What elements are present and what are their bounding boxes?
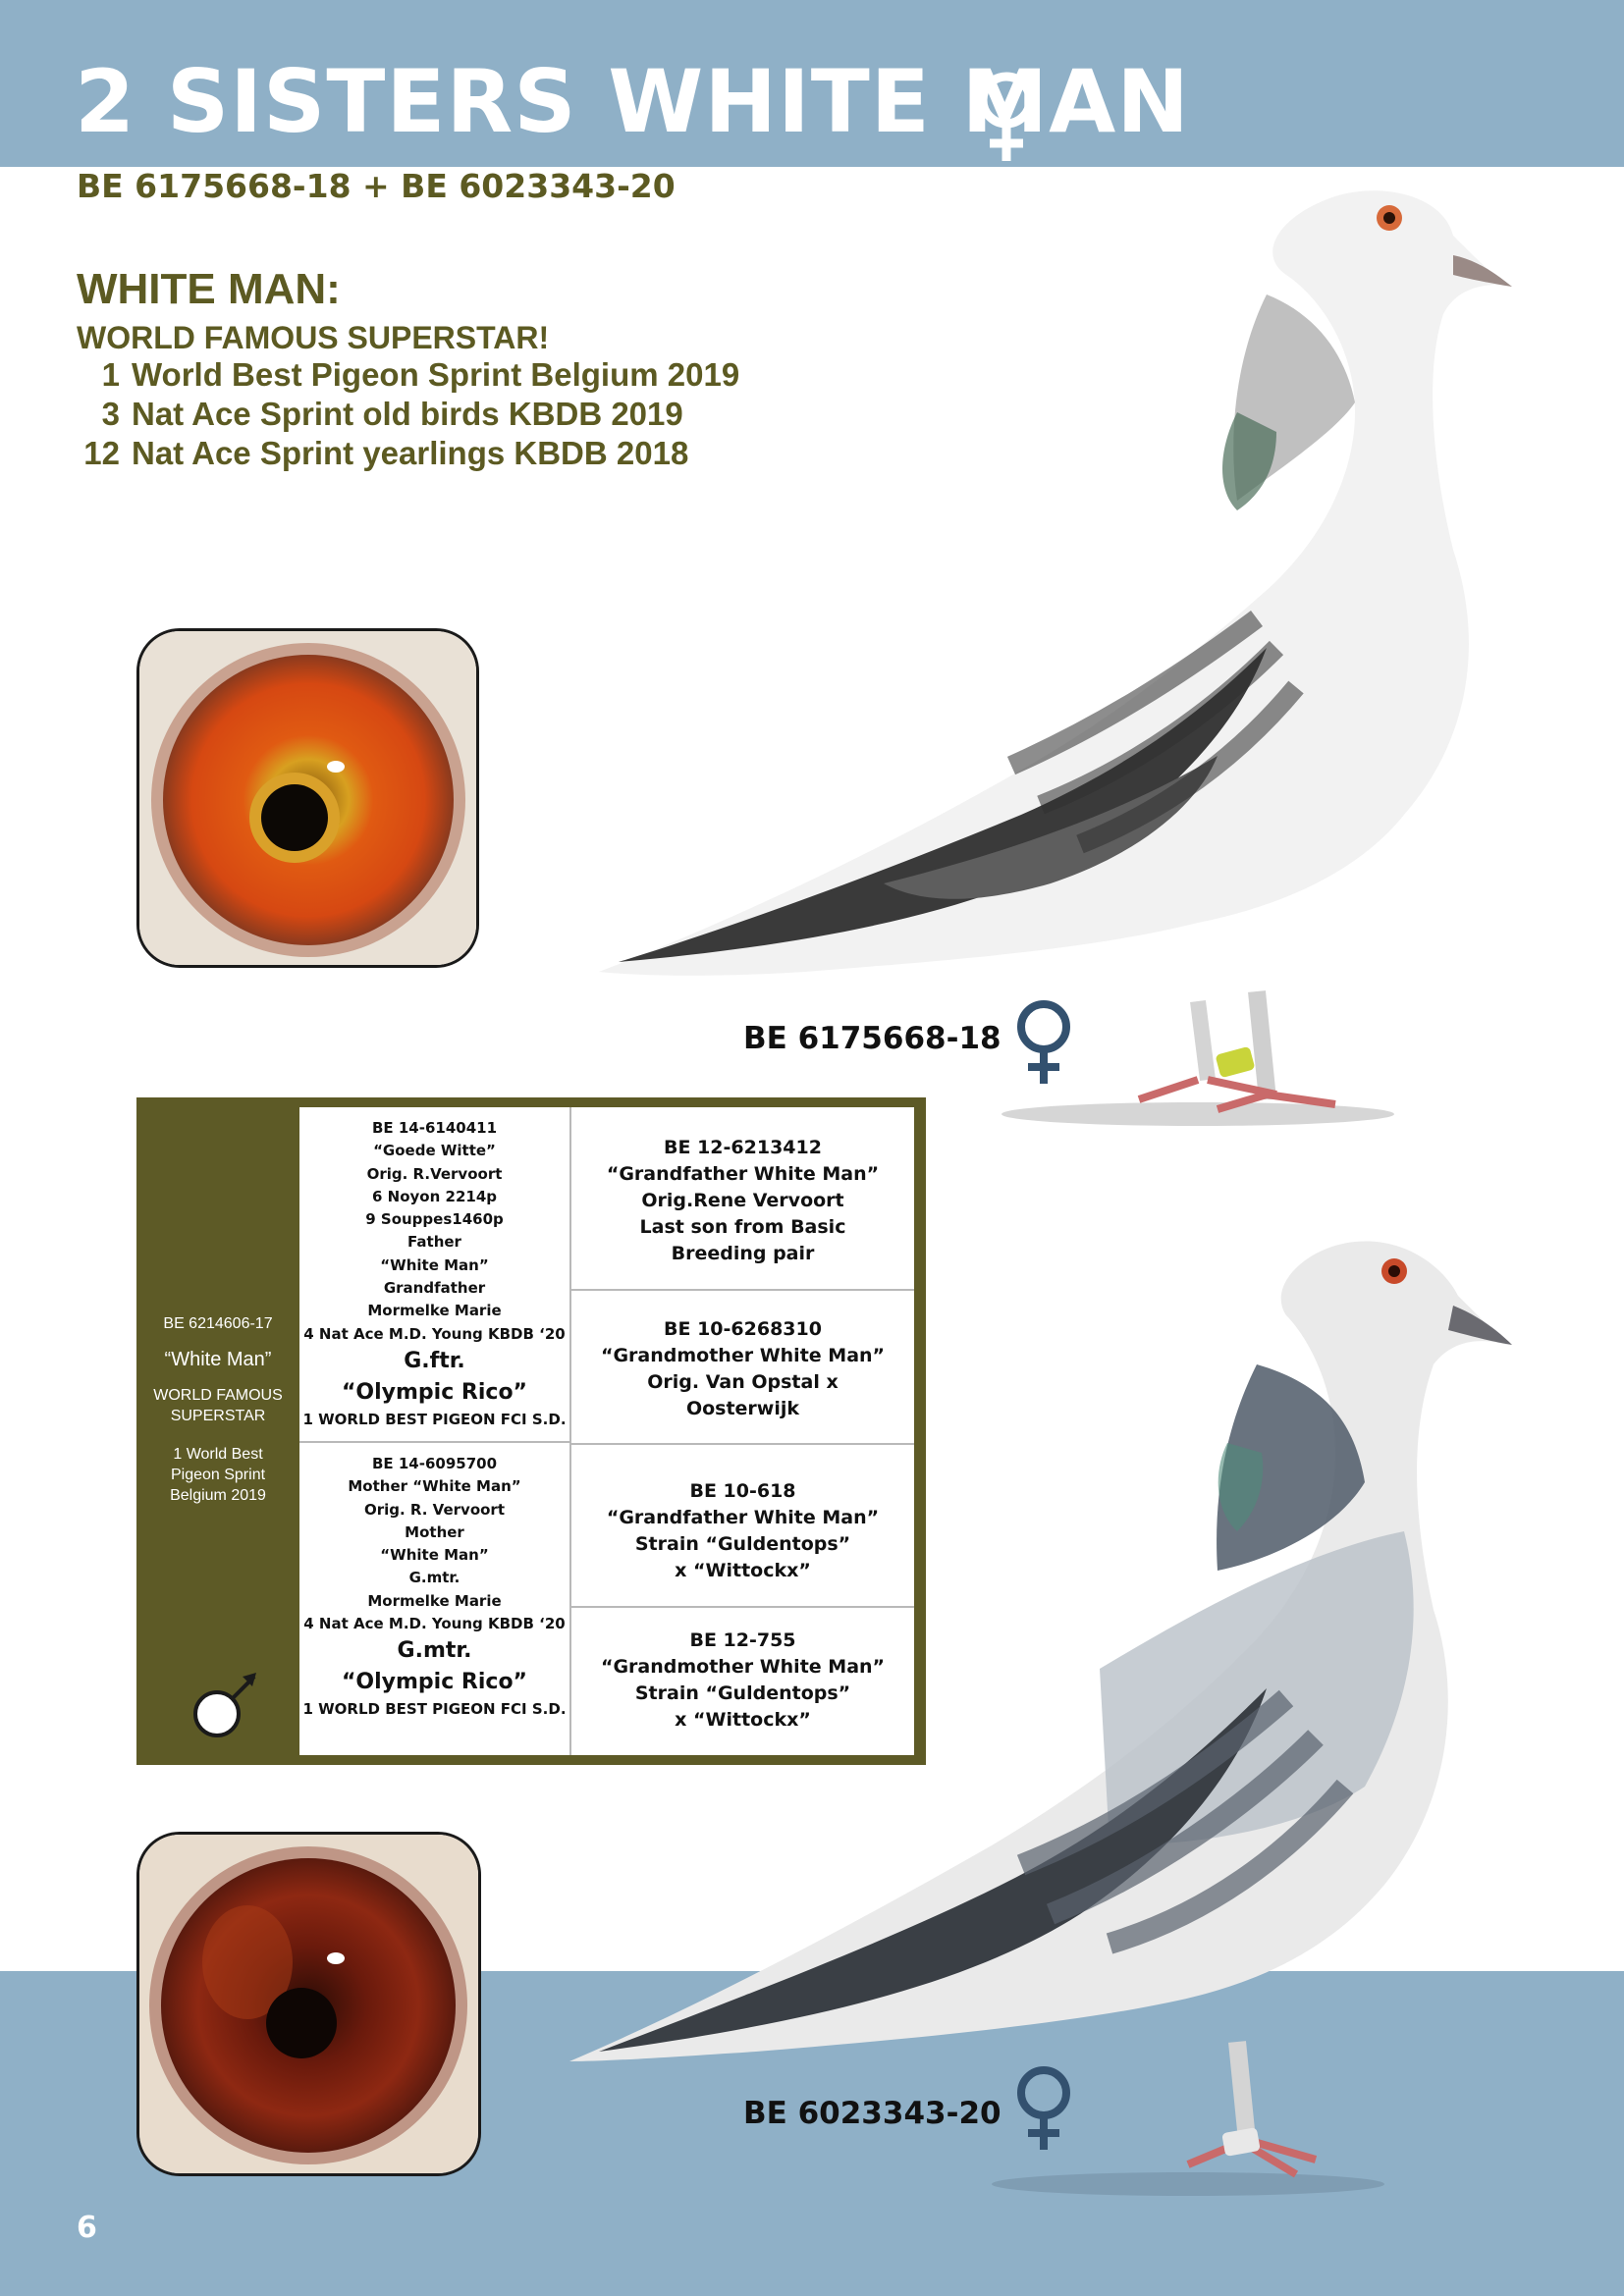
pedigree-line: BE 10-6268310 [664,1318,822,1340]
pedigree-line: Breeding pair [671,1243,815,1264]
subject-title-line: WORLD FAMOUS [153,1387,283,1404]
pedigree-line: “White Man” [380,1255,489,1274]
page-number: 6 [77,2211,97,2245]
pedigree-line: BE 14-6140411 [371,1119,498,1137]
pedigree-subject-panel [136,1097,299,1765]
bird-ring-1: BE 6175668-18 [743,1021,1001,1056]
pedigree-line: Oosterwijk [685,1398,800,1419]
female-icon [1009,2063,1078,2158]
pedigree-line: “Grandmother White Man” [600,1345,886,1366]
pedigree-grandmother-paternal [571,1289,914,1443]
subject-achievement [142,1444,294,1506]
pedigree-line: Strain “Guldentops” [634,1682,851,1704]
pedigree-grandfather-maternal [571,1443,914,1606]
pedigree-highlight: G.mtr. [397,1638,472,1664]
eye-photo-1 [136,628,479,968]
pedigree-line: Orig. R.Vervoort [366,1164,503,1183]
pedigree-line: G.mtr. [408,1569,460,1587]
pedigree-line: Mother [405,1522,464,1541]
pedigree-line: x “Wittockx” [675,1560,811,1581]
pedigree-grandmother-maternal [571,1606,914,1755]
subject-achievement-line: 1 World Best [173,1446,263,1463]
pedigree-footer: 1 WORLD BEST PIGEON FCI S.D. [302,1700,567,1719]
achievement-rank: 3 [101,396,120,432]
pedigree-line: 4 Nat Ace M.D. Young KBDB ‘20 [303,1615,566,1633]
subject-title [142,1385,294,1426]
pedigree-line: Last son from Basic [639,1216,846,1238]
subject-ring: BE 6214606-17 [163,1315,273,1332]
pedigree-mother [299,1441,569,1755]
pedigree-line: Mother “White Man” [348,1477,521,1496]
pedigree-line: “Goede Witte” [373,1142,496,1160]
male-icon [191,1669,262,1743]
tagline: WORLD FAMOUS SUPERSTAR! [77,320,550,355]
pedigree-grandfather-paternal [571,1107,914,1289]
female-icon [1009,997,1078,1092]
pedigree-line: BE 12-6213412 [664,1137,822,1158]
pedigree-grid [299,1107,914,1755]
pedigree-line: Mormelke Marie [367,1591,502,1610]
pedigree-line: x “Wittockx” [675,1709,811,1731]
subject-name: “White Man” [164,1349,272,1370]
pedigree-line: BE 10-618 [689,1480,796,1502]
pedigree-line: Father [407,1233,461,1252]
subject-achievement-line: Pigeon Sprint [170,1467,266,1483]
pedigree-grandparents-column [571,1107,914,1755]
pedigree-line: “Grandmother White Man” [600,1656,886,1678]
pedigree-highlight: G.ftr. [404,1348,465,1373]
pedigree-line: “Grandfather White Man” [606,1163,880,1185]
pedigree-line: BE 12-755 [689,1629,796,1651]
pedigree-highlight: “Olympic Rico” [341,1379,528,1405]
achievement-rank: 12 [83,435,120,471]
pedigree-line: “White Man” [380,1546,489,1565]
pedigree-subject [142,1315,294,1506]
pedigree-line: Strain “Guldentops” [634,1533,851,1555]
pedigree-line: Orig.Rene Vervoort [641,1190,844,1211]
eye-photo-2 [136,1832,481,2176]
ring-numbers: BE 6175668-18 + BE 6023343-20 [77,167,676,205]
pedigree-footer: 1 WORLD BEST PIGEON FCI S.D. [302,1410,567,1428]
pedigree-line: 4 Nat Ace M.D. Young KBDB ‘20 [303,1324,566,1343]
achievement-text: Nat Ace Sprint yearlings KBDB 2018 [132,435,689,471]
female-symbol-icon [972,69,1041,171]
subject-title-line: SUPERSTAR [170,1408,266,1424]
pedigree-chart [136,1097,926,1765]
achievement-text: World Best Pigeon Sprint Belgium 2019 [132,356,740,393]
pedigree-line: Mormelke Marie [367,1302,502,1320]
pedigree-line: 9 Souppes1460p [365,1210,504,1229]
pedigree-highlight: “Olympic Rico” [341,1670,528,1695]
pedigree-father [299,1107,569,1441]
bird-ring-2: BE 6023343-20 [743,2096,1001,2131]
achievement-text: Nat Ace Sprint old birds KBDB 2019 [132,396,683,432]
achievement-rank: 1 [101,356,120,393]
pedigree-line: BE 14-6095700 [371,1455,498,1472]
subject-achievement-line: Belgium 2019 [170,1487,266,1504]
pedigree-parents-column [299,1107,571,1755]
pedigree-line: Grandfather [383,1279,486,1298]
pedigree-line: Orig. Van Opstal x [647,1371,839,1393]
pedigree-line: Orig. R. Vervoort [363,1500,505,1519]
page-title: 2 SISTERS WHITE MAN [75,51,1190,152]
pedigree-line: 6 Noyon 2214p [372,1187,497,1205]
pedigree-line: “Grandfather White Man” [606,1507,880,1528]
section-heading: WHITE MAN: [77,265,341,313]
